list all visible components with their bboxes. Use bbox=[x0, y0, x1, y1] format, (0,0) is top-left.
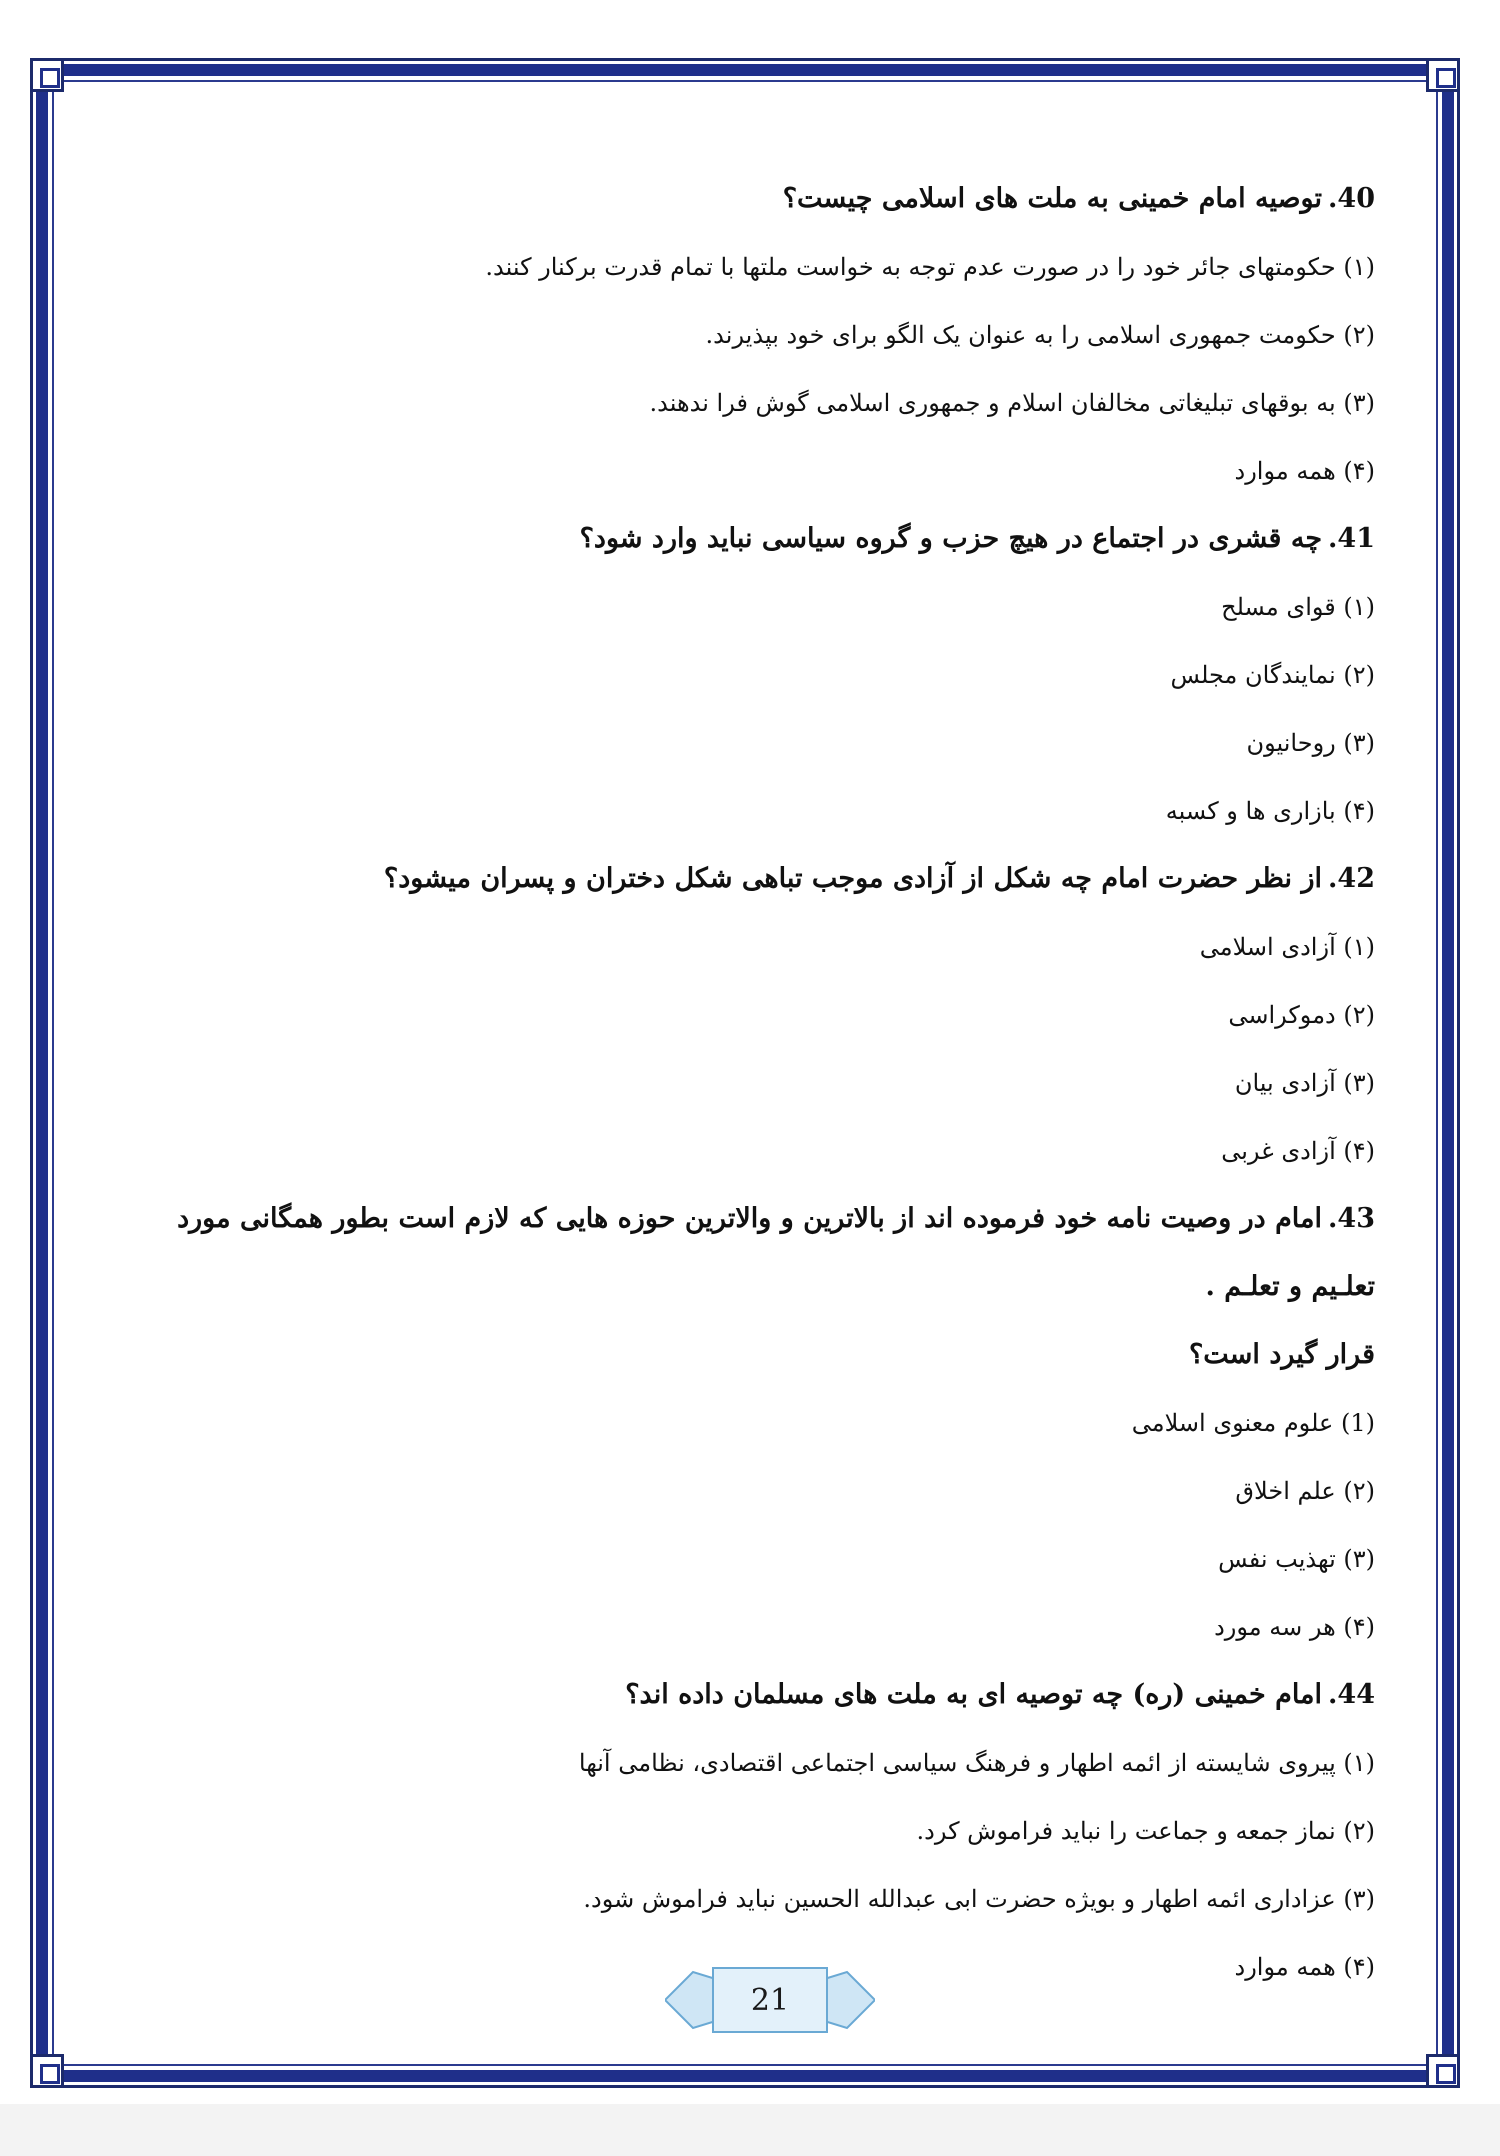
option-2: (۲) نمایندگان مجلس bbox=[1170, 661, 1375, 689]
page-number: 21 bbox=[750, 1982, 790, 2018]
question-43 bbox=[120, 1185, 1375, 1661]
question-text: چه قشری در اجتماع در هیچ حزب و گروه سیاسی نباید وارد شود؟ bbox=[579, 523, 1323, 554]
option-4: (۴) همه موارد bbox=[1234, 1953, 1375, 1981]
page-number-ribbon bbox=[665, 1958, 875, 2042]
option-4: (۴) همه موارد bbox=[1234, 457, 1375, 485]
option-2: (۲) علم اخلاق bbox=[1235, 1477, 1375, 1505]
question-40 bbox=[120, 165, 1375, 505]
option-3: (۳) به بوقهای تبلیغاتی مخالفان اسلام و جمهوری اسلامی گوش فرا ندهند. bbox=[649, 389, 1375, 417]
option-1: (۱) آزادی اسلامی bbox=[1199, 933, 1375, 961]
border-corner-top-right bbox=[1426, 58, 1460, 92]
option-1: (۱) قوای مسلح bbox=[1221, 593, 1375, 621]
question-number: 40. bbox=[1328, 183, 1375, 214]
question-44 bbox=[120, 1661, 1375, 2001]
question-title bbox=[120, 1661, 1375, 1729]
option-1: (1) علوم معنوی اسلامی bbox=[1131, 1409, 1375, 1437]
question-text: توصیه امام خمینی به ملت های اسلامی چیست؟ bbox=[782, 183, 1323, 214]
border-corner-bottom-right bbox=[1426, 2054, 1460, 2088]
question-41 bbox=[120, 505, 1375, 845]
question-number: 41. bbox=[1328, 523, 1375, 554]
option-2: (۲) حکومت جمهوری اسلامی را به عنوان یک الگو برای خود بپذیرند. bbox=[705, 321, 1375, 349]
question-text-continued: قرار گیرد است؟ bbox=[1188, 1339, 1375, 1370]
question-number: 42. bbox=[1328, 863, 1375, 894]
question-text: از نظر حضرت امام چه شکل از آزادی موجب تباهی شکل دختران و پسران میشود؟ bbox=[383, 863, 1323, 894]
question-list bbox=[120, 165, 1375, 2001]
option-4: (۴) آزادی غربی bbox=[1221, 1137, 1375, 1165]
option-3: (۳) روحانیون bbox=[1246, 729, 1375, 757]
option-1: (۱) پیروی شایسته از ائمه اطهار و فرهنگ سیاسی اجتماعی اقتصادی، نظامی آنها bbox=[578, 1749, 1375, 1777]
question-title bbox=[120, 165, 1375, 233]
option-3: (۳) تهذیب نفس bbox=[1218, 1545, 1375, 1573]
question-title bbox=[120, 1185, 1375, 1321]
option-1: (۱) حکومتهای جائر خود را در صورت عدم توجه به خواست ملتها با تمام قدرت برکنار کنند. bbox=[485, 253, 1375, 281]
question-title bbox=[120, 845, 1375, 913]
option-2: (۲) دموکراسی bbox=[1228, 1001, 1375, 1029]
question-title bbox=[120, 505, 1375, 573]
question-42 bbox=[120, 845, 1375, 1185]
option-4: (۴) هر سه مورد bbox=[1214, 1613, 1375, 1641]
question-text: امام در وصیت نامه خود فرموده اند از بالاترین و والاترین حوزه هایی که لازم است بطور همگانی مورد تعلـیم و تعلـم . bbox=[177, 1203, 1375, 1302]
option-3: (۳) آزادی بیان bbox=[1234, 1069, 1375, 1097]
option-2: (۲) نماز جمعه و جماعت را نباید فراموش کرد. bbox=[916, 1817, 1375, 1845]
option-3: (۳) عزاداری ائمه اطهار و بویژه حضرت ابی عبدالله الحسین نباید فراموش شود. bbox=[583, 1885, 1375, 1913]
page-bottom-edge bbox=[0, 2104, 1500, 2156]
option-4: (۴) بازاری ها و کسبه bbox=[1165, 797, 1375, 825]
border-corner-top-left bbox=[30, 58, 64, 92]
border-corner-bottom-left bbox=[30, 2054, 64, 2088]
question-number: 44. bbox=[1328, 1679, 1375, 1710]
question-text: امام خمینی (ره) چه توصیه ای به ملت های مسلمان داده اند؟ bbox=[625, 1679, 1323, 1710]
question-number: 43. bbox=[1328, 1203, 1375, 1234]
